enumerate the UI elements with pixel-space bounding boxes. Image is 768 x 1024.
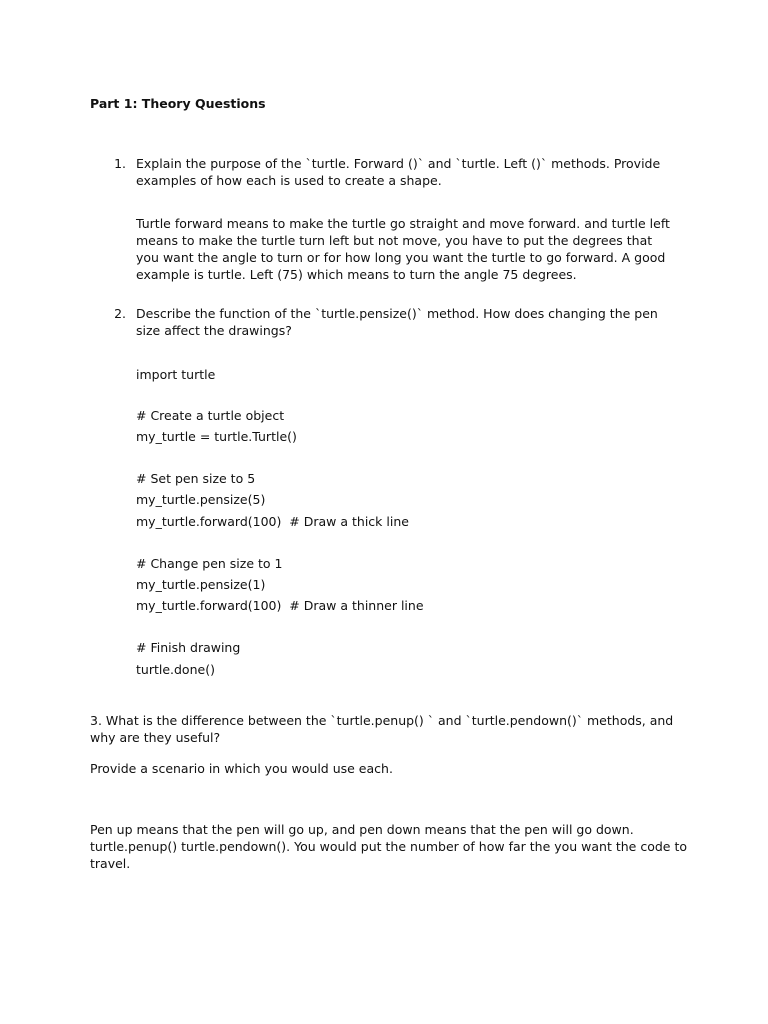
code-comment: # Finish drawing bbox=[136, 640, 241, 655]
question-2-number: 2. bbox=[114, 306, 126, 321]
question-1-answer: Turtle forward means to make the turtle go straight and move forward. and turtle left means to make the turtle turn left but not move, you have to put the degrees that you want the angle to turn or for how long you want the turtle to go forward. A good example is turtle. Left (75) which means to turn the angle 75 degrees. bbox=[136, 216, 670, 282]
question-2-text: Describe the function of the `turtle.pensize()` method. How does changing the pen size affect the drawings? bbox=[136, 306, 658, 338]
code-comment: # Change pen size to 1 bbox=[136, 556, 283, 571]
code-line: my_turtle.pensize(5) bbox=[136, 492, 266, 507]
code-line: my_turtle.pensize(1) bbox=[136, 577, 266, 592]
question-3-answer: Pen up means that the pen will go up, and pen down means that the pen will go down. turtle.penup() turtle.pendown(). You would put the number of how far the you want the code to travel. bbox=[90, 822, 688, 871]
question-1-number: 1. bbox=[114, 156, 126, 171]
code-line: import turtle bbox=[136, 367, 216, 382]
code-line: my_turtle.forward(100) # Draw a thinner line bbox=[136, 598, 424, 613]
code-comment: # Set pen size to 5 bbox=[136, 471, 256, 486]
question-1-text: Explain the purpose of the `turtle. Forward ()` and `turtle. Left ()` methods. Provide examples of how each is used to create a shape. bbox=[136, 156, 661, 188]
question-3-scenario: Provide a scenario in which you would use each. bbox=[90, 761, 393, 776]
code-line: my_turtle = turtle.Turtle() bbox=[136, 429, 297, 444]
section-heading: Part 1: Theory Questions bbox=[90, 96, 266, 111]
code-line: turtle.done() bbox=[136, 662, 215, 677]
code-comment: # Create a turtle object bbox=[136, 408, 285, 423]
code-line: my_turtle.forward(100) # Draw a thick line bbox=[136, 514, 409, 529]
question-3-text: 3. What is the difference between the `turtle.penup() ` and `turtle.pendown()` methods, and why are they useful? bbox=[90, 713, 674, 745]
